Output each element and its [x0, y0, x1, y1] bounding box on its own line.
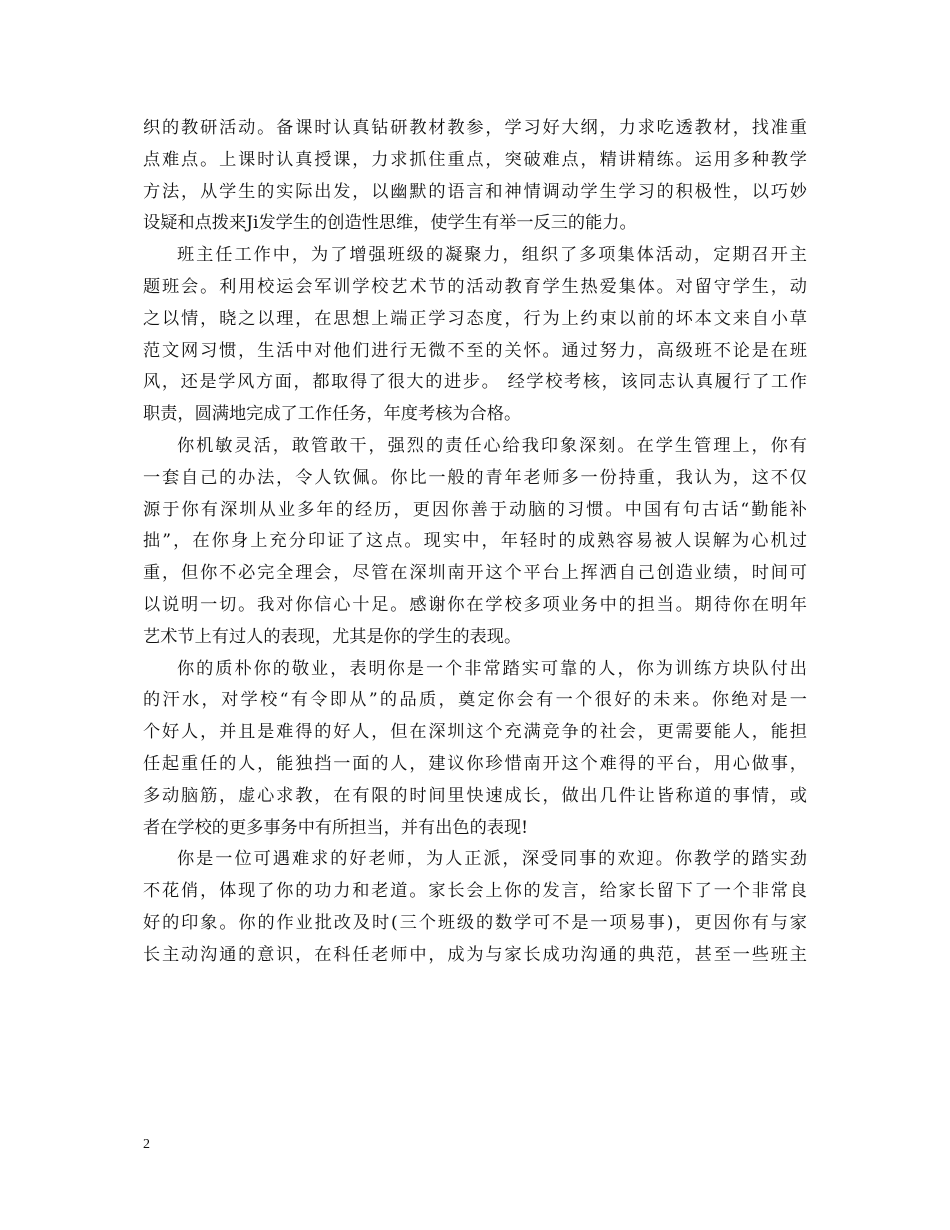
text-line: 以说明一切。我对你信心十足。感谢你在学校多项业务中的担当。期待你在明年	[143, 594, 807, 615]
text-line: 者在学校的更多事务中有所担当，并有出色的表现!	[143, 817, 529, 838]
text-line: 多动脑筋，虚心求教，在有限的时间里快速成长，做出几件让皆称道的事情，或	[143, 785, 807, 806]
paragraph	[143, 113, 807, 240]
page-number: 2	[143, 1137, 150, 1152]
document-body	[143, 113, 807, 972]
text-line: 你是一位可遇难求的好老师，为人正派，深受同事的欢迎。你教学的踏实劲	[177, 849, 807, 870]
text-line: 你的质朴你的敬业，表明你是一个非常踏实可靠的人，你为训练方块队付出	[177, 658, 807, 679]
text-line: 长主动沟通的意识，在科任老师中，成为与家长成功沟通的典范，甚至一些班主	[143, 944, 807, 965]
text-line: 之以情，晓之以理，在思想上端正学习态度，行为上约束以前的坏本文来自小草	[143, 308, 807, 329]
text-line: 职责，圆满地完成了工作任务，年度考核为合格。	[143, 404, 522, 425]
text-line: 织的教研活动。备课时认真钻研教材教参，学习好大纲，力求吃透教材，找准重	[143, 118, 807, 138]
text-line: 个好人，并且是难得的好人，但在深圳这个充满竞争的社会，更需要能人，能担	[143, 722, 807, 743]
text-line: 的汗水，对学校“有令即从”的品质，奠定你会有一个很好的未来。你绝对是一	[143, 690, 807, 711]
text-line: 重，但你不必完全理会，尽管在深圳南开这个平台上挥洒自己创造业绩，时间可	[143, 563, 807, 584]
text-line: 你机敏灵活，敢管敢干，强烈的责任心给我印象深刻。在学生管理上，你有	[177, 435, 807, 456]
paragraph	[143, 431, 807, 654]
text-line: 好的印象。你的作业批改及时(三个班级的数学可不是一项易事)，更因你有与家	[143, 912, 807, 933]
paragraph	[143, 654, 807, 845]
text-line: 艺术节上有过人的表现，尤其是你的学生的表现。	[143, 626, 522, 647]
text-line: 范文网习惯，生活中对他们进行无微不至的关怀。通过努力，高级班不论是在班	[143, 340, 807, 361]
paragraph	[143, 844, 807, 971]
text-line: 拙”，在你身上充分印证了这点。现实中，年轻时的成熟容易被人误解为心机过	[143, 531, 807, 552]
text-line: 题班会。利用校运会军训学校艺术节的活动教育学生热爱集体。对留守学生，动	[143, 276, 807, 297]
text-line: 点难点。上课时认真授课，力求抓住重点，突破难点，精讲精练。运用多种教学	[143, 149, 807, 170]
text-line: 任起重任的人，能独挡一面的人，建议你珍惜南开这个难得的平台，用心做事，	[143, 753, 807, 774]
text-line: 不花俏，体现了你的功力和老道。家长会上你的发言，给家长留下了一个非常良	[143, 881, 807, 902]
text-line: 班主任工作中，为了增强班级的凝聚力，组织了多项集体活动，定期召开主	[177, 245, 807, 266]
text-line: 源于你有深圳从业多年的经历，更因你善于动脑的习惯。中国有句古话“勤能补	[143, 499, 807, 520]
paragraph	[143, 240, 807, 431]
text-line: 风，还是学风方面，都取得了很大的进步。 经学校考核，该同志认真履行了工作	[143, 372, 807, 393]
text-line: 设疑和点拨来Ji发学生的创造性思维，使学生有举一反三的能力。	[143, 213, 637, 234]
text-line: 一套自己的办法，令人钦佩。你比一般的青年老师多一份持重，我认为，这不仅	[143, 467, 807, 488]
text-line: 方法，从学生的实际出发，以幽默的语言和神情调动学生学习的积极性，以巧妙	[143, 181, 807, 202]
